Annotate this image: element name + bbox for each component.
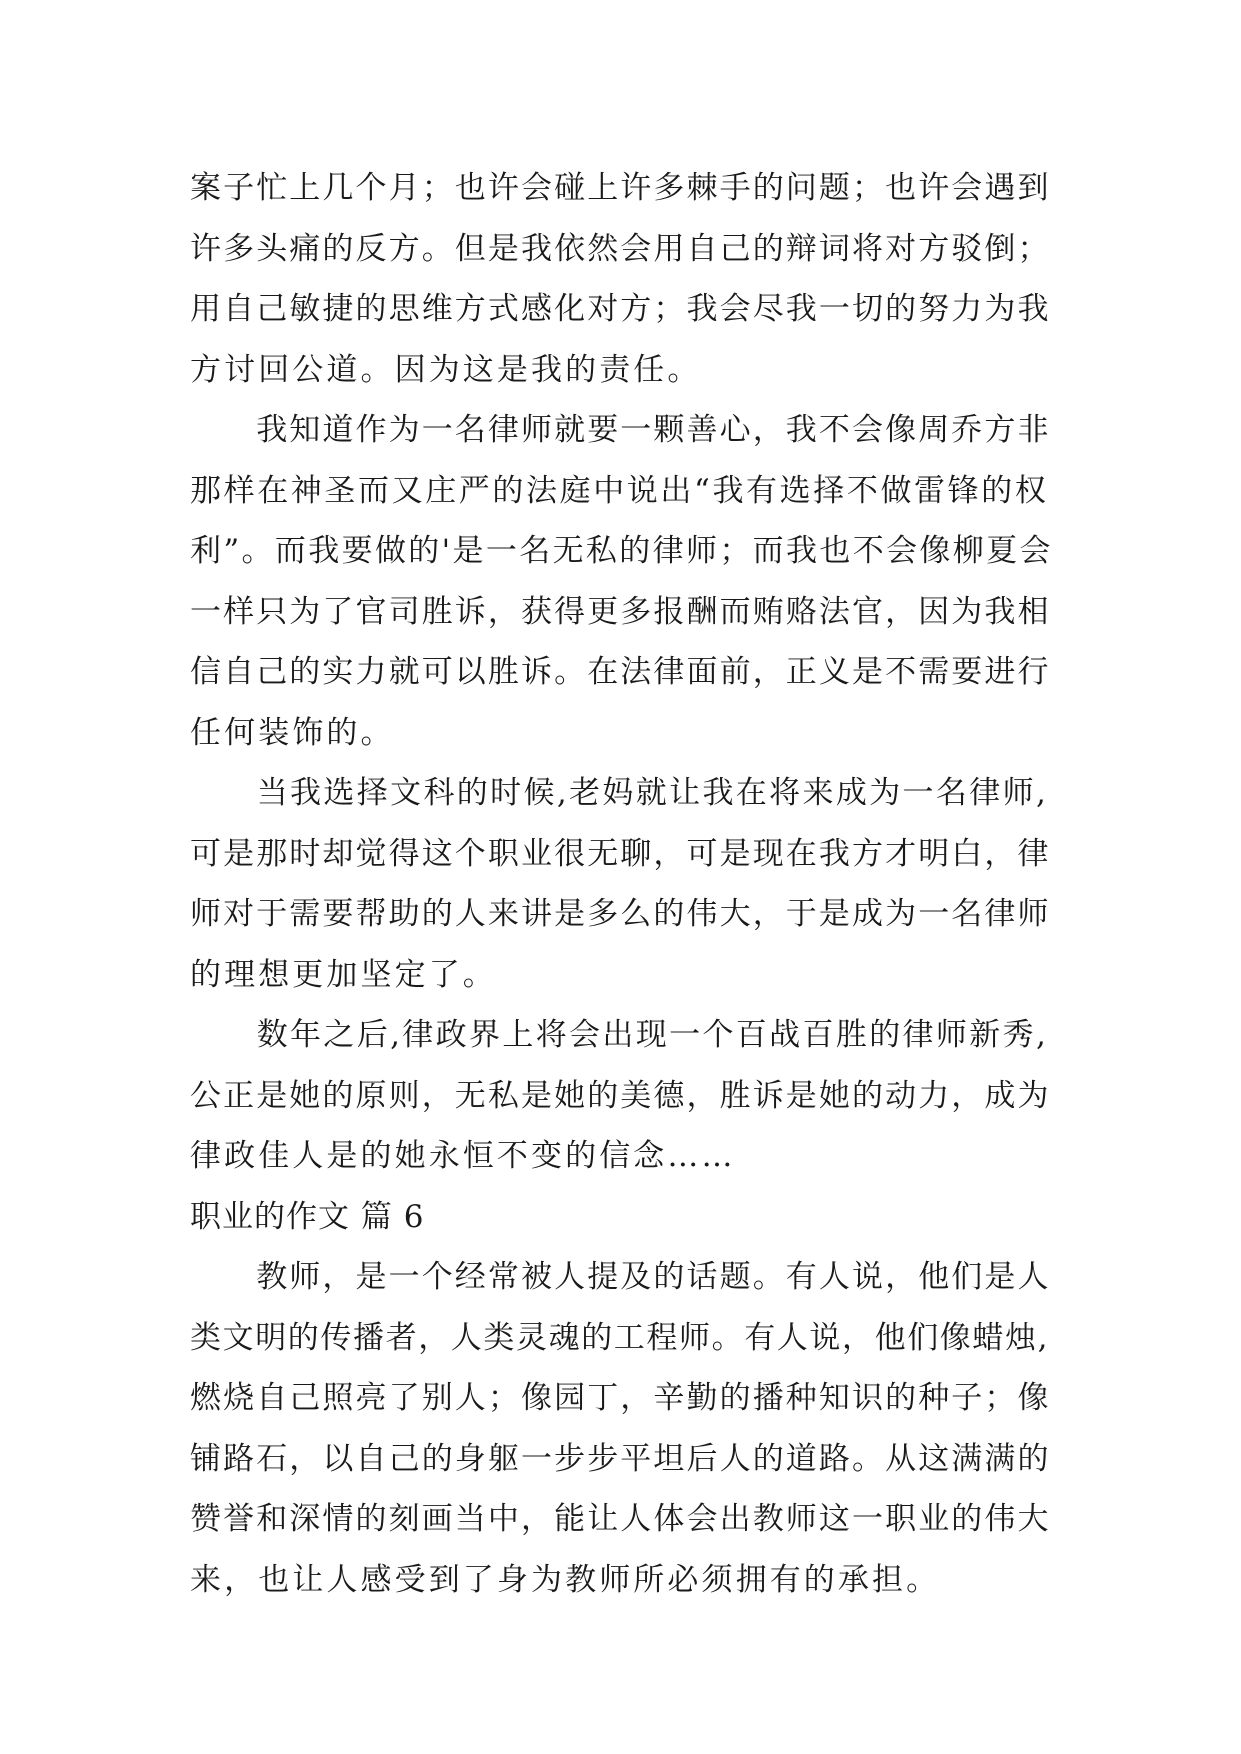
text-line: 赞誉和深情的刻画当中，能让人体会出教师这一职业的伟大 <box>190 1501 1051 1537</box>
paragraph <box>190 763 1054 1005</box>
text-line: 可是那时却觉得这个职业很无聊，可是现在我方才明白，律 <box>190 835 1051 872</box>
paragraph <box>190 1005 1054 1187</box>
text-line: 来，也让人感受到了身为教师所必须拥有的承担。 <box>190 1561 941 1598</box>
text-line: 燃烧自己照亮了别人；像园丁，辛勤的播种知识的种子；像 <box>190 1380 1051 1416</box>
text-line: 用自己敏捷的思维方式感化对方；我会尽我一切的努力为我 <box>190 291 1051 327</box>
text-line: 信自己的实力就可以胜诉。在法律面前，正义是不需要进行 <box>190 654 1051 690</box>
text-line: 教师，是一个经常被人提及的话题。有人说，他们是人 <box>190 1259 1051 1295</box>
text-line: 的理想更加坚定了。 <box>190 956 497 993</box>
text-line: 我知道作为一名律师就要一颗善心，我不会像周乔方非 <box>190 412 1051 448</box>
document-page <box>190 158 1054 1610</box>
text-line: 任何装饰的。 <box>190 714 395 751</box>
text-line: 利”。而我要做的'是一名无私的律师；而我也不会像柳夏会 <box>190 533 1053 569</box>
text-line: 公正是她的原则，无私是她的美德，胜诉是她的动力，成为 <box>190 1077 1051 1114</box>
paragraph <box>190 400 1054 763</box>
text-line: 当我选择文科的时候,老妈就让我在将来成为一名律师, <box>190 775 1049 811</box>
text-line: 铺路石，以自己的身躯一步步平坦后人的道路。从这满满的 <box>190 1440 1051 1477</box>
text-line: 一样只为了官司胜诉，获得更多报酬而贿赂法官，因为我相 <box>190 593 1051 630</box>
text-line: 类文明的传播者，人类灵魂的工程师。有人说，他们像蜡烛, <box>190 1319 1050 1356</box>
text-line: 方讨回公道。因为这是我的责任。 <box>190 351 702 388</box>
text-line: 许多头痛的反方。但是我依然会用自己的辩词将对方驳倒； <box>190 230 1051 267</box>
section-heading: 职业的作文 篇 6 <box>190 1198 425 1235</box>
text-line: 那样在神圣而又庄严的法庭中说出“我有选择不做雷锋的权 <box>190 472 1049 509</box>
text-line: 律政佳人是的她永恒不变的信念…… <box>190 1138 736 1174</box>
paragraph <box>190 1247 1054 1610</box>
text-line: 数年之后,律政界上将会出现一个百战百胜的律师新秀, <box>190 1017 1049 1053</box>
text-line: 案子忙上几个月；也许会碰上许多棘手的问题；也许会遇到 <box>190 170 1051 206</box>
text-line: 师对于需要帮助的人来讲是多么的伟大，于是成为一名律师 <box>190 896 1051 932</box>
paragraph <box>190 158 1054 400</box>
